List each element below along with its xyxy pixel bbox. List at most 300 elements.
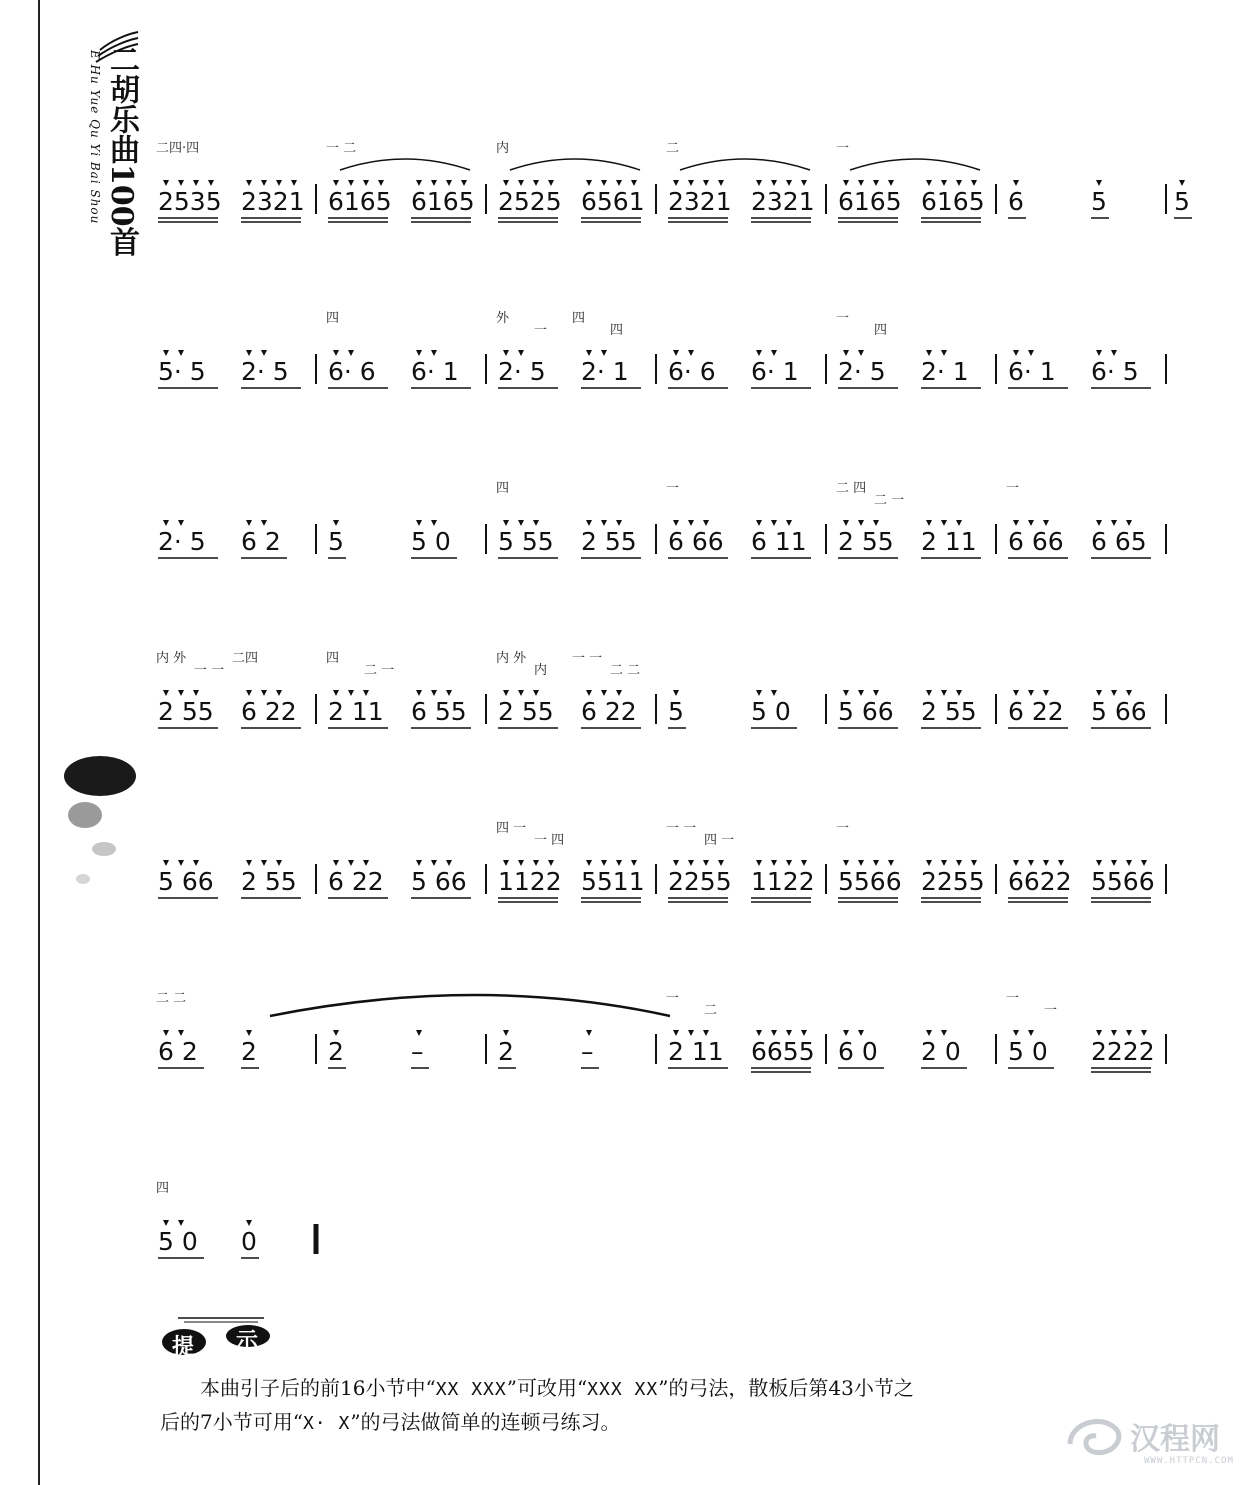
note-group: 6 22 — [1008, 697, 1064, 726]
bowing-tick-mark — [246, 1220, 252, 1226]
bowing-tick-mark — [703, 520, 709, 526]
tip-text-segment: 本曲引子后的前16小节中“ — [200, 1376, 436, 1400]
bowing-tick-mark — [276, 690, 282, 696]
bowing-tick-mark — [601, 690, 607, 696]
bowing-tick-mark — [503, 860, 509, 866]
fingering-mark: 四 — [326, 651, 340, 666]
tip-text-segment: ”的弓法做简单的连顿弓练习。 — [350, 1410, 621, 1434]
bowing-tick-mark — [601, 520, 607, 526]
bowing-tick-mark — [771, 690, 777, 696]
bowing-tick-mark — [843, 520, 849, 526]
site-watermark — [1060, 1404, 1250, 1474]
bowing-tick-mark — [673, 860, 679, 866]
bowing-tick-mark — [873, 860, 879, 866]
bowing-tick-mark — [533, 520, 539, 526]
bowing-tick-mark — [208, 180, 214, 186]
bowing-tick-mark — [956, 520, 962, 526]
bowing-tick-mark — [503, 520, 509, 526]
bowing-tick-mark — [276, 860, 282, 866]
bowing-tick-mark — [771, 860, 777, 866]
bowing-tick-mark — [926, 350, 932, 356]
fingering-mark: 二 四 — [836, 481, 867, 496]
note-group: 6 66 — [668, 527, 724, 556]
bowing-tick-mark — [348, 350, 354, 356]
bowing-tick-mark — [446, 690, 452, 696]
fingering-mark: 二 二 — [610, 663, 641, 678]
bowing-tick-mark — [533, 180, 539, 186]
bowing-tick-mark — [246, 520, 252, 526]
bowing-tick-mark — [363, 690, 369, 696]
bowing-tick-mark — [548, 860, 554, 866]
bowing-tick-mark — [416, 690, 422, 696]
bowing-tick-mark — [246, 690, 252, 696]
bowing-tick-mark — [703, 860, 709, 866]
bowing-tick-mark — [416, 860, 422, 866]
bowing-tick-mark — [888, 180, 894, 186]
bowing-tick-mark — [971, 860, 977, 866]
fingering-mark: 一 — [836, 141, 850, 156]
bowing-tick-mark — [416, 520, 422, 526]
book-title-vertical: 二胡乐曲100首 — [104, 44, 139, 257]
bowing-tick-mark — [178, 860, 184, 866]
bowing-tick-mark — [1126, 1030, 1132, 1036]
bowing-tick-mark — [1111, 690, 1117, 696]
bowing-tick-mark — [771, 350, 777, 356]
bowing-tick-mark — [163, 690, 169, 696]
bowing-tick-mark — [926, 690, 932, 696]
note-group: 2· 5 — [498, 357, 546, 386]
score-row-svg — [150, 810, 1180, 930]
note-group: 5 0 — [1008, 1037, 1048, 1066]
bowing-tick-mark — [246, 350, 252, 356]
note-group: 5· 5 — [158, 357, 206, 386]
bowing-tick-mark — [801, 180, 807, 186]
note-group: – — [411, 1037, 424, 1066]
bowing-tick-mark — [261, 860, 267, 866]
bowing-tick-mark — [673, 1030, 679, 1036]
bowing-tick-mark — [246, 860, 252, 866]
bowing-tick-mark — [1096, 1030, 1102, 1036]
bowing-tick-mark — [786, 1030, 792, 1036]
bowing-tick-mark — [843, 690, 849, 696]
bowing-tick-mark — [956, 180, 962, 186]
bowing-tick-mark — [363, 860, 369, 866]
note-group: 6· 1 — [1008, 357, 1056, 386]
bowing-tick-mark — [756, 180, 762, 186]
bowing-tick-mark — [941, 180, 947, 186]
bowing-tick-mark — [1141, 860, 1147, 866]
bowing-tick-mark — [1111, 860, 1117, 866]
score-row-svg — [150, 1170, 1180, 1290]
bowing-tick-mark — [971, 180, 977, 186]
note-group: 6655 — [751, 1037, 815, 1066]
bowing-tick-mark — [416, 180, 422, 186]
bowing-tick-mark — [1096, 690, 1102, 696]
bowing-tick-mark — [956, 690, 962, 696]
fingering-mark: 内 — [534, 663, 548, 678]
tip-text-segment: ”可改用“ — [506, 1376, 588, 1400]
fingering-mark: 内 外 — [496, 651, 527, 666]
note-group: 2· 5 — [158, 527, 206, 556]
bowing-tick-mark — [503, 690, 509, 696]
note-group: 6165 — [411, 187, 475, 216]
note-group: 6 65 — [1091, 527, 1147, 556]
note-group: 6· 6 — [668, 357, 716, 386]
bowing-tick-mark — [1096, 180, 1102, 186]
fingering-mark: 外 — [496, 311, 510, 326]
note-group: 2· 1 — [581, 357, 629, 386]
bowing-tick-mark — [431, 520, 437, 526]
note-group: 2321 — [241, 187, 305, 216]
fingering-mark: 内 — [496, 141, 510, 156]
slur-arc — [850, 159, 980, 170]
bowing-tick-mark — [858, 350, 864, 356]
bowing-tick-mark — [1028, 860, 1034, 866]
bowing-tick-mark — [163, 520, 169, 526]
bowing-tick-mark — [941, 350, 947, 356]
bowing-tick-mark — [178, 1220, 184, 1226]
bowing-tick-mark — [1043, 860, 1049, 866]
bowing-tick-mark — [1028, 350, 1034, 356]
bowing-tick-mark — [348, 690, 354, 696]
bowing-tick-mark — [703, 1030, 709, 1036]
bowing-tick-mark — [616, 690, 622, 696]
bowing-tick-mark — [673, 690, 679, 696]
bowing-tick-mark — [431, 860, 437, 866]
fingering-mark: 一 — [1044, 1003, 1058, 1018]
tip-line-1 — [160, 1372, 1150, 1406]
bowing-tick-mark — [1013, 180, 1019, 186]
bowing-tick-mark — [926, 520, 932, 526]
note-group: 2255 — [921, 867, 985, 896]
bowing-tick-mark — [548, 180, 554, 186]
bowing-tick-mark — [756, 1030, 762, 1036]
note-group: 2 — [328, 1037, 344, 1066]
note-group: 2 11 — [328, 697, 384, 726]
note-group: 6561 — [581, 187, 645, 216]
bowing-tick-mark — [416, 1030, 422, 1036]
fingering-mark: 四 — [610, 323, 624, 338]
fingering-mark: 四 — [496, 481, 510, 496]
note-group: 6· 6 — [328, 357, 376, 386]
bowing-tick-mark — [178, 520, 184, 526]
tip-paragraph — [160, 1372, 1150, 1440]
fingering-mark: 四 — [326, 311, 340, 326]
bowing-tick-mark — [261, 690, 267, 696]
bowing-tick-mark — [786, 180, 792, 186]
note-group: 2 55 — [581, 527, 637, 556]
note-group: 5 66 — [158, 867, 214, 896]
note-group: 1122 — [498, 867, 562, 896]
score-row-svg — [150, 980, 1180, 1100]
bowing-tick-mark — [446, 180, 452, 186]
bowing-tick-mark — [1126, 520, 1132, 526]
tip-heading-char-1: 提 — [172, 1334, 195, 1360]
bowing-tick-mark — [718, 180, 724, 186]
bowing-pattern-original: XX XXX — [435, 1379, 507, 1400]
fingering-mark: 一 — [534, 323, 548, 338]
fingering-mark: 一 — [1006, 481, 1020, 496]
bowing-tick-mark — [756, 860, 762, 866]
bowing-tick-mark — [858, 180, 864, 186]
note-group: 6 — [1008, 187, 1024, 216]
note-group: 2321 — [751, 187, 815, 216]
bowing-tick-mark — [703, 180, 709, 186]
slur-arc — [680, 159, 810, 170]
bowing-tick-mark — [503, 350, 509, 356]
fingering-mark: 四 一 — [496, 821, 527, 836]
tip-heading — [160, 1314, 280, 1360]
note-group: 0 — [241, 1227, 257, 1256]
bowing-tick-mark — [688, 520, 694, 526]
note-group: 2 11 — [921, 527, 977, 556]
note-group: 5 66 — [411, 867, 467, 896]
swirl-logo-icon — [1060, 1404, 1130, 1464]
bowing-tick-mark — [1028, 520, 1034, 526]
note-group: 6 2 — [241, 527, 281, 556]
bowing-tick-mark — [1028, 690, 1034, 696]
note-group: 5 — [1174, 187, 1190, 216]
watermark-name: 汉程网 — [1130, 1422, 1220, 1457]
note-group: 6165 — [328, 187, 392, 216]
note-group: 2 55 — [158, 697, 214, 726]
score-row-svg — [150, 130, 1190, 250]
bowing-tick-mark — [348, 860, 354, 866]
bowing-tick-mark — [586, 1030, 592, 1036]
fingering-mark: 四 — [874, 323, 888, 338]
bowing-tick-mark — [873, 690, 879, 696]
bowing-tick-mark — [926, 180, 932, 186]
fingering-mark: 二 — [666, 141, 680, 156]
note-group: 5566 — [1091, 867, 1155, 896]
bowing-tick-mark — [586, 180, 592, 186]
note-group: 2· 5 — [838, 357, 886, 386]
note-group: 2 11 — [668, 1037, 724, 1066]
bowing-tick-mark — [586, 350, 592, 356]
note-group: 2535 — [158, 187, 222, 216]
bowing-tick-mark — [601, 860, 607, 866]
bowing-tick-mark — [1013, 690, 1019, 696]
bowing-tick-mark — [586, 690, 592, 696]
bowing-tick-mark — [673, 520, 679, 526]
note-group: 6165 — [838, 187, 902, 216]
note-group: 6 22 — [328, 867, 384, 896]
bowing-tick-mark — [163, 180, 169, 186]
tip-heading-char-2: 示 — [236, 1328, 259, 1354]
fingering-mark: 二四 — [232, 651, 259, 666]
bowing-tick-mark — [756, 520, 762, 526]
bowing-tick-mark — [1043, 690, 1049, 696]
bowing-tick-mark — [631, 180, 637, 186]
note-group: 5 55 — [498, 527, 554, 556]
bowing-tick-mark — [771, 1030, 777, 1036]
bowing-tick-mark — [178, 690, 184, 696]
bowing-tick-mark — [163, 1220, 169, 1226]
bowing-pattern-staccato: X· X — [302, 1413, 351, 1434]
tip-line-2 — [160, 1406, 1150, 1440]
bowing-tick-mark — [873, 180, 879, 186]
bowing-tick-mark — [178, 180, 184, 186]
bowing-tick-mark — [333, 690, 339, 696]
bowing-tick-mark — [1179, 180, 1185, 186]
note-group: 2 0 — [921, 1037, 961, 1066]
bowing-tick-mark — [518, 180, 524, 186]
bowing-tick-mark — [843, 350, 849, 356]
fingering-mark: 四 — [572, 311, 586, 326]
bowing-tick-mark — [416, 350, 422, 356]
score-row-svg — [150, 300, 1180, 420]
bowing-tick-mark — [1013, 520, 1019, 526]
fingering-mark: 一 四 — [534, 833, 565, 848]
fingering-mark: 四 一 — [704, 833, 735, 848]
bowing-tick-mark — [503, 180, 509, 186]
slur-arc — [510, 159, 640, 170]
bowing-tick-mark — [586, 520, 592, 526]
bowing-tick-mark — [941, 860, 947, 866]
bowing-tick-mark — [178, 350, 184, 356]
bowing-tick-mark — [1013, 350, 1019, 356]
bowing-tick-mark — [193, 180, 199, 186]
bowing-tick-mark — [801, 1030, 807, 1036]
note-group: 5511 — [581, 867, 645, 896]
bowing-tick-mark — [291, 180, 297, 186]
bowing-tick-mark — [1096, 350, 1102, 356]
note-group: 5 66 — [838, 697, 894, 726]
bowing-tick-mark — [858, 1030, 864, 1036]
bowing-tick-mark — [246, 1030, 252, 1036]
note-group: 5 — [328, 527, 344, 556]
bowing-tick-mark — [446, 860, 452, 866]
bowing-tick-mark — [843, 1030, 849, 1036]
bowing-tick-mark — [1096, 860, 1102, 866]
note-group: 5 — [1091, 187, 1107, 216]
note-group: 5 0 — [158, 1227, 198, 1256]
fingering-mark: 一 — [836, 311, 850, 326]
score-row-svg — [150, 470, 1180, 590]
bowing-tick-mark — [1126, 690, 1132, 696]
bowing-tick-mark — [941, 1030, 947, 1036]
bowing-tick-mark — [276, 180, 282, 186]
bowing-tick-mark — [1141, 1030, 1147, 1036]
note-group: 6165 — [921, 187, 985, 216]
bowing-tick-mark — [246, 180, 252, 186]
bowing-tick-mark — [1111, 1030, 1117, 1036]
fingering-mark: 二 二 — [156, 991, 187, 1006]
note-group: 2 — [241, 1037, 257, 1066]
bowing-tick-mark — [786, 520, 792, 526]
bowing-tick-mark — [333, 180, 339, 186]
fingering-mark: 一 一 — [666, 821, 697, 836]
note-group: 2 — [498, 1037, 514, 1066]
tip-text-segment: ”的弓法，散板后第43小节之 — [658, 1376, 914, 1400]
note-group: 6 22 — [581, 697, 637, 726]
bowing-tick-mark — [533, 690, 539, 696]
fingering-mark: 二 — [704, 1003, 718, 1018]
bowing-tick-mark — [616, 520, 622, 526]
score-row-svg — [150, 640, 1180, 760]
slur-arc — [340, 159, 470, 170]
note-group: 2· 1 — [921, 357, 969, 386]
note-group: 1122 — [751, 867, 815, 896]
bowing-tick-mark — [533, 860, 539, 866]
bowing-tick-mark — [601, 180, 607, 186]
bowing-tick-mark — [1111, 520, 1117, 526]
bowing-tick-mark — [926, 1030, 932, 1036]
note-group: 6 22 — [241, 697, 297, 726]
bowing-tick-mark — [673, 180, 679, 186]
bowing-tick-mark — [858, 860, 864, 866]
bowing-tick-mark — [888, 860, 894, 866]
bowing-tick-mark — [431, 180, 437, 186]
fingering-mark: 一 一 — [194, 663, 225, 678]
bowing-tick-mark — [718, 860, 724, 866]
bowing-tick-mark — [518, 520, 524, 526]
bowing-tick-mark — [843, 860, 849, 866]
note-group: 2 55 — [498, 697, 554, 726]
note-group: 5 0 — [751, 697, 791, 726]
note-group: 2525 — [498, 187, 562, 216]
fingering-mark: 二四·四 — [156, 141, 200, 156]
note-group: 6622 — [1008, 867, 1072, 896]
bowing-tick-mark — [941, 690, 947, 696]
bowing-tick-mark — [956, 860, 962, 866]
bowing-tick-mark — [518, 690, 524, 696]
note-group: 2321 — [668, 187, 732, 216]
bowing-pattern-alternative: XXX XX — [587, 1379, 659, 1400]
fingering-mark: 一 — [666, 481, 680, 496]
long-tie-arc — [270, 995, 670, 1016]
note-group: 5 66 — [1091, 697, 1147, 726]
book-subtitle-vertical: E Hu Yue Qu Yi Bai Shou — [88, 50, 102, 225]
fingering-mark: 一 — [1006, 991, 1020, 1006]
bowing-tick-mark — [363, 180, 369, 186]
bowing-tick-mark — [1111, 350, 1117, 356]
fingering-mark: 一 — [666, 991, 680, 1006]
note-group: 5 0 — [411, 527, 451, 556]
note-group: 2· 5 — [241, 357, 289, 386]
bowing-tick-mark — [771, 520, 777, 526]
note-group: 2 55 — [241, 867, 297, 896]
bowing-tick-mark — [333, 860, 339, 866]
note-group: 6· 1 — [751, 357, 799, 386]
bowing-tick-mark — [1096, 520, 1102, 526]
note-group: 2 55 — [921, 697, 977, 726]
note-group: 6 0 — [838, 1037, 878, 1066]
bowing-tick-mark — [518, 350, 524, 356]
bowing-tick-mark — [688, 860, 694, 866]
bowing-tick-mark — [771, 180, 777, 186]
bowing-tick-mark — [1043, 520, 1049, 526]
bowing-tick-mark — [1058, 860, 1064, 866]
bowing-tick-mark — [941, 520, 947, 526]
bowing-tick-mark — [193, 860, 199, 866]
fingering-mark: 四 — [156, 1181, 170, 1196]
note-group: 5566 — [838, 867, 902, 896]
fingering-mark: 一 二 — [326, 141, 357, 156]
bowing-tick-mark — [378, 180, 384, 186]
bowing-tick-mark — [926, 860, 932, 866]
note-group: 6· 5 — [1091, 357, 1139, 386]
note-group: 6 55 — [411, 697, 467, 726]
bowing-tick-mark — [1028, 1030, 1034, 1036]
bowing-tick-mark — [163, 350, 169, 356]
fingering-mark: 内 外 — [156, 651, 187, 666]
bowing-tick-mark — [756, 690, 762, 696]
fingering-mark: 一 — [836, 821, 850, 836]
bowing-tick-mark — [873, 520, 879, 526]
bowing-tick-mark — [631, 860, 637, 866]
bowing-tick-mark — [858, 690, 864, 696]
